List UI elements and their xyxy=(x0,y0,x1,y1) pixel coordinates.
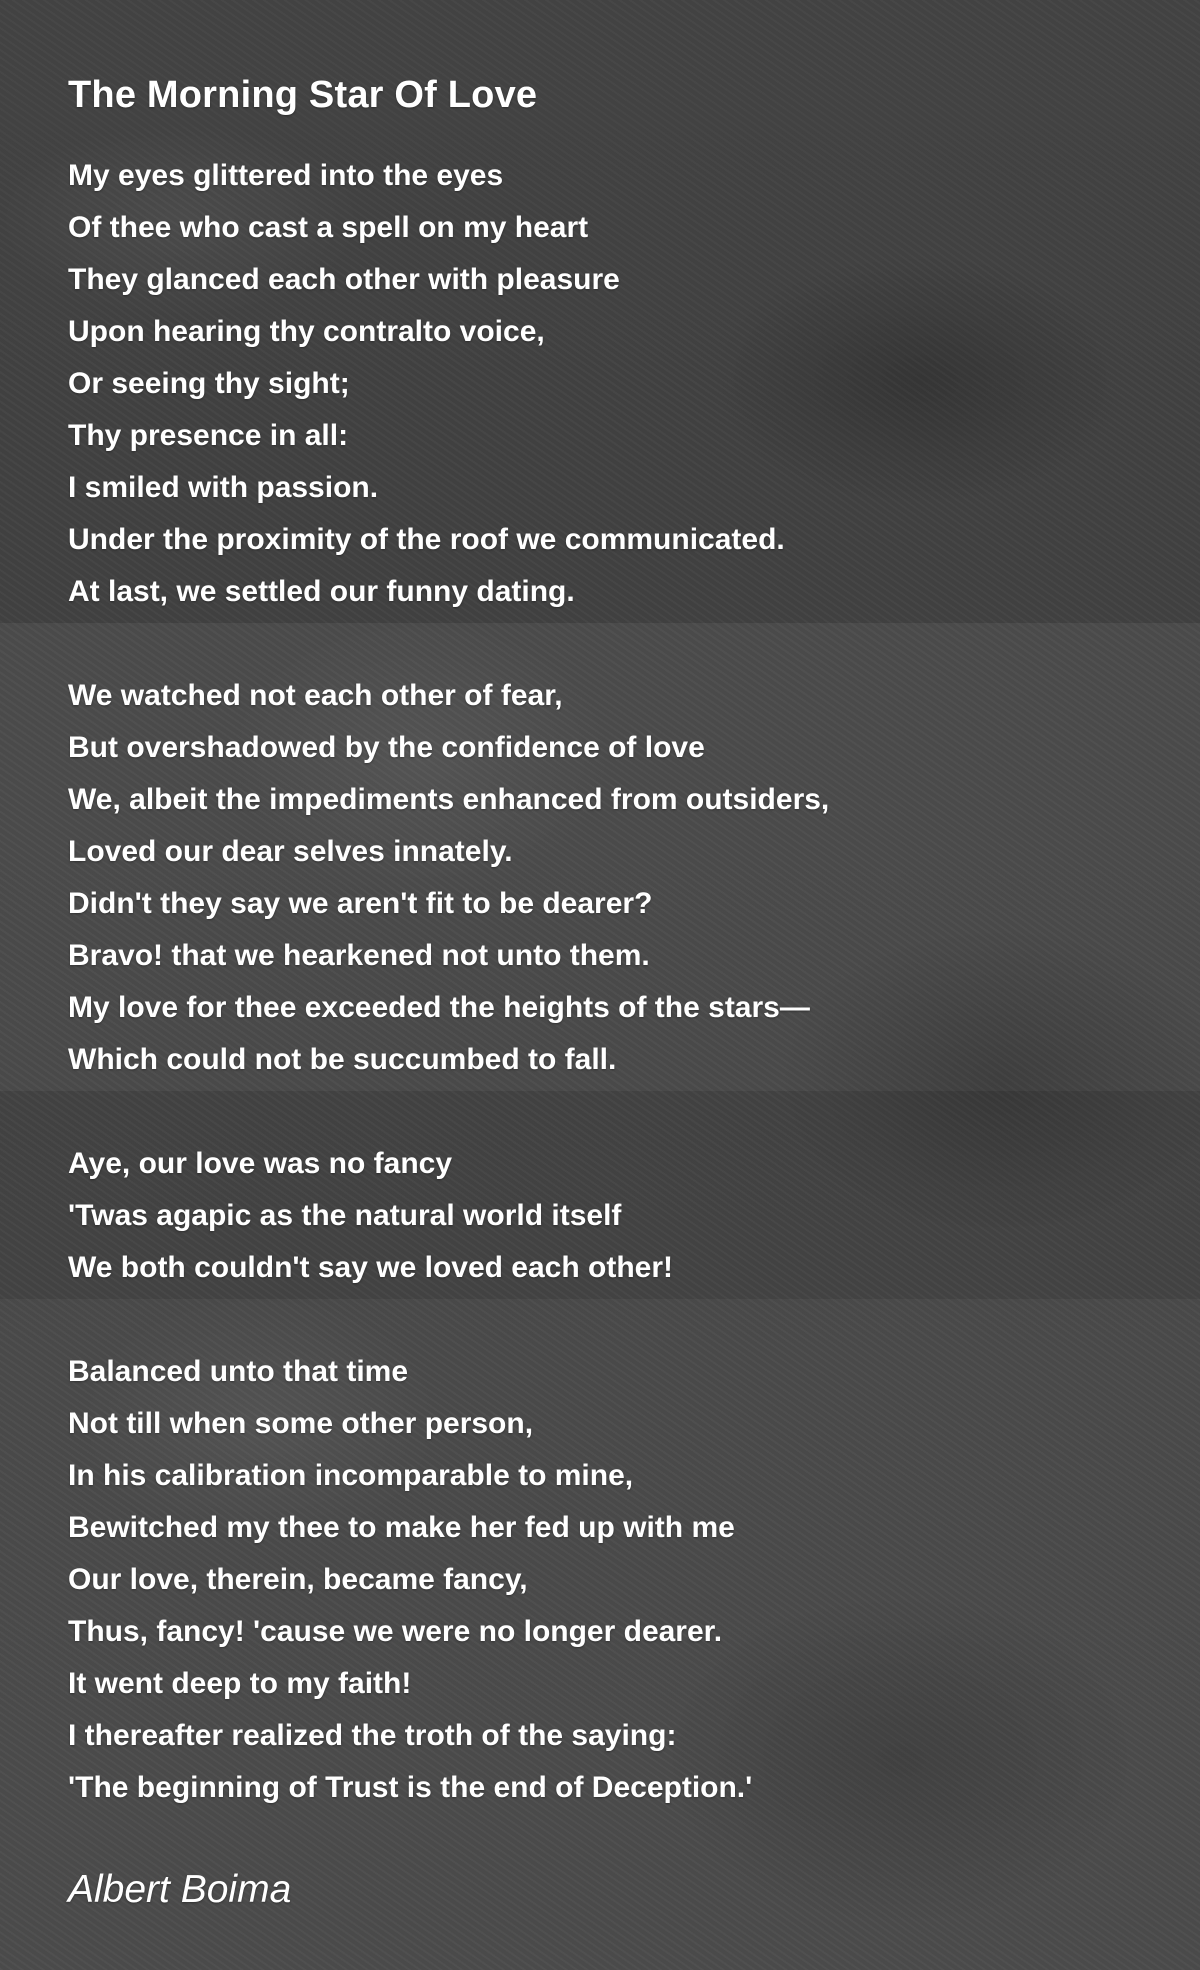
poem-line: We watched not each other of fear, xyxy=(68,679,563,712)
poem-line: I thereafter realized the troth of the saying: xyxy=(68,1719,677,1752)
poem-line: My eyes glittered into the eyes xyxy=(68,159,504,192)
poem-line: Which could not be succumbed to fall. xyxy=(68,1043,617,1076)
poem-stanza xyxy=(68,150,829,618)
poem-body xyxy=(68,150,829,1866)
poem-line: We, albeit the impediments enhanced from outsiders, xyxy=(68,783,830,816)
poem-line: Didn't they say we aren't fit to be dearer? xyxy=(68,887,653,920)
poem-line: My love for thee exceeded the heights of the stars— xyxy=(68,991,810,1024)
poem-line: Thy presence in all: xyxy=(68,419,349,452)
poem-line: Under the proximity of the roof we communicated. xyxy=(68,523,785,556)
poem-stanza xyxy=(68,670,829,1086)
poem-line: I smiled with passion. xyxy=(68,471,379,504)
poem-line: Or seeing thy sight; xyxy=(68,367,350,400)
poem-line: Of thee who cast a spell on my heart xyxy=(68,211,589,244)
poem-stanza xyxy=(68,1138,829,1294)
poem-line: Bewitched my thee to make her fed up with me xyxy=(68,1511,735,1544)
poem-line: Balanced unto that time xyxy=(68,1355,409,1388)
poem-line: 'The beginning of Trust is the end of Deception.' xyxy=(68,1771,753,1804)
poem-line: Aye, our love was no fancy xyxy=(68,1147,453,1180)
poem-line: Thus, fancy! 'cause we were no longer dearer. xyxy=(68,1615,723,1648)
poem-line: Our love, therein, became fancy, xyxy=(68,1563,528,1596)
poem-line: In his calibration incomparable to mine, xyxy=(68,1459,634,1492)
poem-line: It went deep to my faith! xyxy=(68,1667,412,1700)
poem-title: The Morning Star Of Love xyxy=(68,74,538,117)
poem-line: 'Twas agapic as the natural world itself xyxy=(68,1199,622,1232)
poem-line: Upon hearing thy contralto voice, xyxy=(68,315,545,348)
poem-stanza xyxy=(68,1346,829,1814)
poem-line: At last, we settled our funny dating. xyxy=(68,575,575,608)
poem-line: Bravo! that we hearkened not unto them. xyxy=(68,939,650,972)
poem-line: Not till when some other person, xyxy=(68,1407,534,1440)
poem-author: Albert Boima xyxy=(68,1868,292,1911)
poem-line: But overshadowed by the confidence of love xyxy=(68,731,705,764)
poem-line: They glanced each other with pleasure xyxy=(68,263,620,296)
poem-line: We both couldn't say we loved each other! xyxy=(68,1251,674,1284)
poem-line: Loved our dear selves innately. xyxy=(68,835,513,868)
